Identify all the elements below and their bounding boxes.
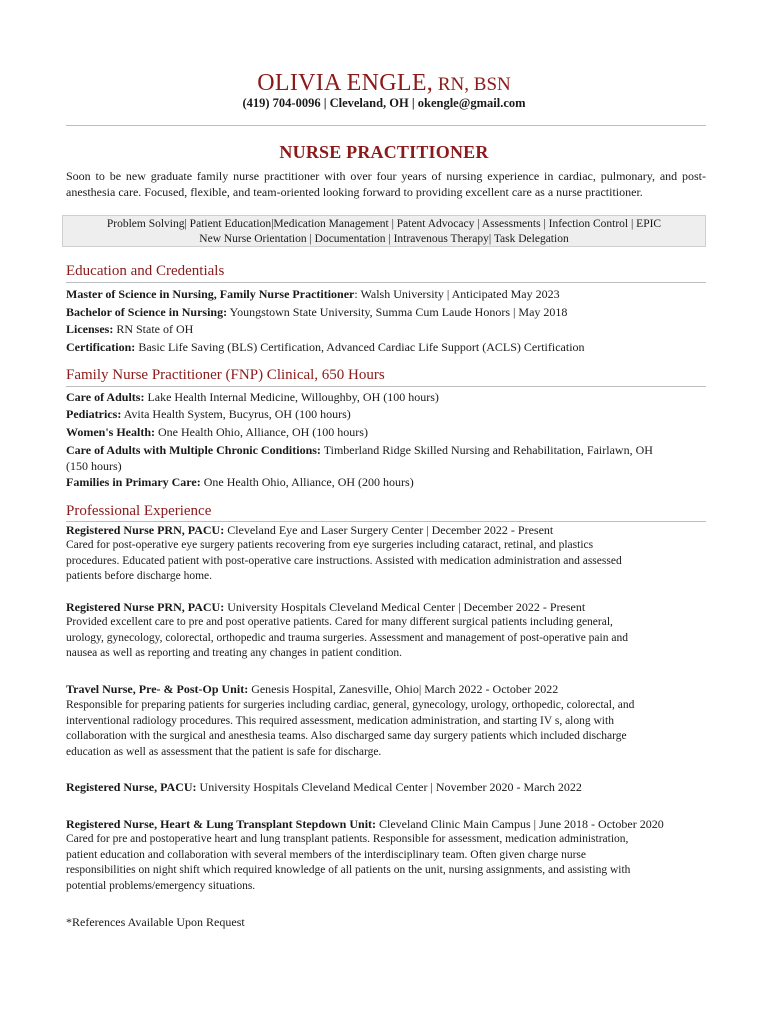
job-entry (66, 681, 706, 697)
job-employer: Cleveland Eye and Laser Surgery Center | December 2022 - Present (227, 523, 554, 537)
clinical-label: Families in Primary Care: (66, 475, 201, 489)
job-role: Registered Nurse, Heart & Lung Transplant Stepdown Unit: (66, 817, 377, 831)
education-item (66, 321, 706, 337)
education-item (66, 339, 706, 355)
references-note: *References Available Upon Request (66, 915, 245, 929)
description-line: nausea as well as reporting and treating any changes in patient condition. (66, 647, 402, 659)
clinical-detail: One Health Ohio, Alliance, OH (100 hours) (158, 425, 368, 439)
description-line: urology, gynecology, colorectal, orthopedic and trauma surgeries. Assessment and management of post-operative pain and (66, 631, 628, 644)
clinical-item (66, 474, 706, 490)
job-description (66, 832, 706, 894)
summary-paragraph: Soon to be new graduate family nurse practitioner with over four years of nursing experience in cardiac, pulmonary, and post-anesthesia care. Focused, flexible, and team-oriented looking forward to providing excellent care as a nurse practitioner. (66, 169, 706, 199)
description-line: patients before discharge home. (66, 570, 213, 582)
description-line: collaboration with the surgical and anesthesia teams. Also discharged same day surgery patients which included discharge (66, 730, 627, 742)
clinical-item (66, 424, 706, 440)
skills-box (62, 215, 706, 247)
job-title: NURSE PRACTITIONER (279, 142, 489, 162)
description-line: responsibilities on night shift which required knowledge of all patients on the unit, nursing assignments, and assisting with (66, 864, 631, 876)
description-line: education as well as assessment that the patient is safe for discharge. (66, 745, 382, 758)
clinical-item (66, 406, 706, 422)
contact-info: (419) 704-0096 | Cleveland, OH | okengle@gmail.com (242, 96, 526, 110)
education-detail: Basic Life Saving (BLS) Certification, Advanced Cardiac Life Support (ACLS) Certification (138, 340, 585, 354)
divider (66, 386, 706, 387)
description-line: Responsible for preparing patients for surgeries including cardiac, general, gynecology, urology, orthopedic, colorectal, and (66, 699, 635, 711)
skills-line-1: Problem Solving| Patient Education|Medication Management | Patent Advocacy | Assessments | Infection Control | EPIC (106, 218, 662, 230)
clinical-item (66, 389, 706, 405)
education-detail: Walsh University | Anticipated May 2023 (360, 287, 560, 301)
description-line: Provided excellent care to pre and post operative patients. Cared for many different surgical patients including general, (66, 616, 613, 628)
description-line: Cared for post-operative eye surgery patients recovering from eye surgeries including cataract, retinal, and plastics (66, 539, 594, 551)
divider (66, 125, 706, 126)
job-role: Registered Nurse PRN, PACU: (66, 600, 225, 614)
education-detail: RN State of OH (116, 322, 194, 336)
education-label: Certification: (66, 340, 136, 354)
clinical-item (66, 442, 706, 474)
credentials-text: RN, BSN (433, 74, 511, 95)
job-role: Travel Nurse, Pre- & Post-Op Unit: (66, 682, 249, 696)
skills-line-2: New Nurse Orientation | Documentation | Intravenous Therapy| Task Delegation (199, 233, 569, 245)
job-employer: University Hospitals Cleveland Medical Center | November 2020 - March 2022 (199, 780, 582, 794)
job-role: Registered Nurse PRN, PACU: (66, 523, 225, 537)
job-entry (66, 522, 706, 538)
clinical-label: Care of Adults: (66, 390, 145, 404)
clinical-detail-cont: (150 hours) (66, 459, 122, 473)
job-description (66, 698, 706, 760)
divider (66, 282, 706, 283)
job-employer: Genesis Hospital, Zanesville, Ohio| March 2022 - October 2022 (251, 682, 559, 696)
education-label: Bachelor of Science in Nursing: (66, 305, 228, 319)
job-entry (66, 779, 706, 795)
experience-heading: Professional Experience (66, 503, 212, 519)
job-entry (66, 816, 706, 832)
description-line: Cared for pre and postoperative heart and lung transplant patients. Responsible for assessment, medication administration, (66, 833, 629, 845)
clinical-detail: Timberland Ridge Skilled Nursing and Rehabilitation, Fairlawn, OH (323, 443, 653, 457)
education-item (66, 286, 706, 302)
description-line: patient education and collaboration with several members of the interdisciplinary team. Often given charge nurse (66, 848, 586, 861)
clinical-label: Women's Health: (66, 425, 155, 439)
description-line: potential problems/emergency situations. (66, 879, 256, 892)
clinical-detail: Avita Health System, Bucyrus, OH (100 hours) (123, 407, 351, 421)
clinical-detail: Lake Health Internal Medicine, Willoughby, OH (100 hours) (147, 390, 439, 404)
education-label: Master of Science in Nursing, Family Nurse Practitioner (66, 287, 355, 301)
education-item (66, 304, 706, 320)
education-label: Licenses: (66, 322, 114, 336)
education-detail: Youngstown State University, Summa Cum Laude Honors | May 2018 (229, 305, 568, 319)
job-employer: University Hospitals Cleveland Medical Center | December 2022 - Present (227, 600, 586, 614)
clinical-label: Care of Adults with Multiple Chronic Conditions: (66, 443, 321, 457)
job-description (66, 615, 706, 662)
separator: : (354, 287, 361, 301)
clinical-label: Pediatrics: (66, 407, 122, 421)
job-employer: Cleveland Clinic Main Campus | June 2018 - October 2020 (379, 817, 664, 831)
clinical-detail: One Health Ohio, Alliance, OH (200 hours) (203, 475, 414, 489)
description-line: interventional radiology procedures. This required assessment, medication administration, and starting IV s, along with (66, 714, 614, 727)
description-line: procedures. Educated patient with post-operative care instructions. Assisted with medication administration and assessed (66, 554, 622, 567)
job-role: Registered Nurse, PACU: (66, 780, 197, 794)
job-description (66, 538, 706, 585)
education-heading: Education and Credentials (66, 263, 225, 279)
clinical-heading: Family Nurse Practitioner (FNP) Clinical, 650 Hours (66, 367, 385, 383)
job-entry (66, 599, 706, 615)
name-text: OLIVIA ENGLE, (257, 70, 434, 96)
